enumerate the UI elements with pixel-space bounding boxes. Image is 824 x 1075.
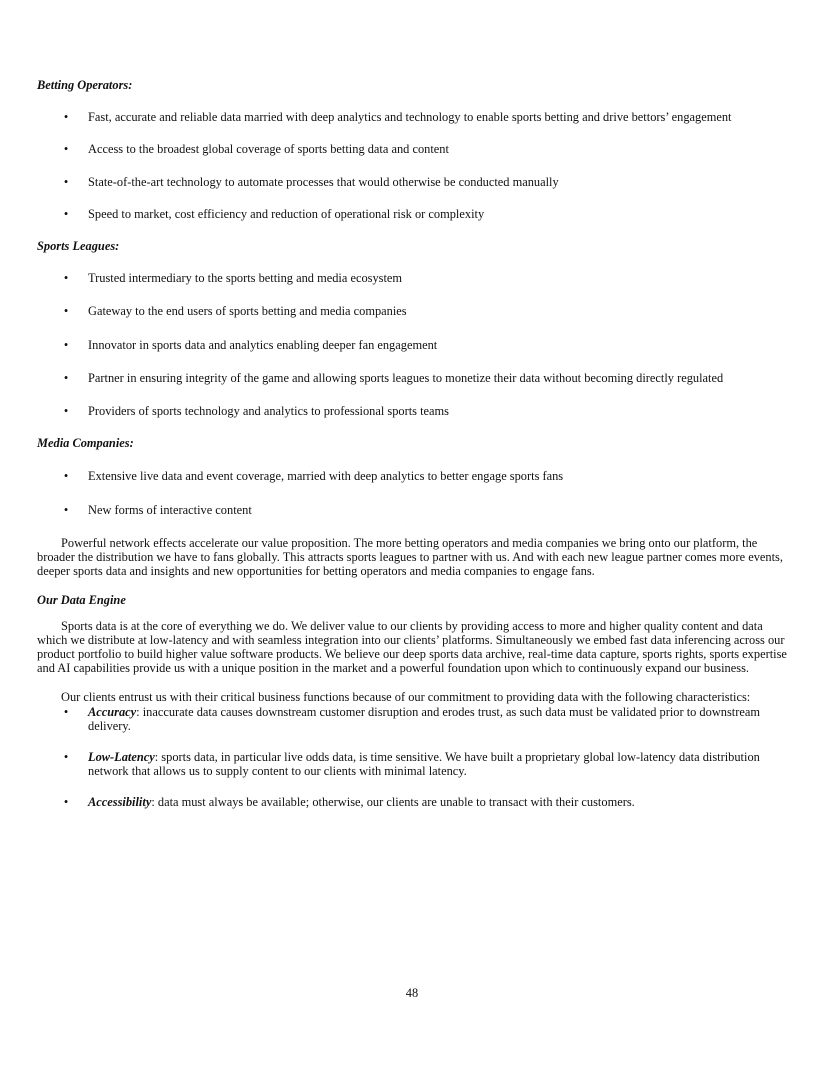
characteristic-term: Accuracy	[88, 704, 137, 719]
list-item: • State-of-the-art technology to automate processes that would otherwise be conducted manually	[37, 175, 789, 189]
list-item: • Trusted intermediary to the sports betting and media ecosystem	[37, 271, 789, 285]
characteristic-term: Low-Latency	[88, 750, 155, 765]
list-item: • Partner in ensuring integrity of the game and allowing sports leagues to monetize their data without becoming directly regulated	[37, 371, 789, 385]
list-item: • Low-Latency: sports data, in particular live odds data, is time sensitive. We have built a proprietary global low-latency data distribution network that allows us to supply content to our clients with minimal latency.	[37, 750, 789, 778]
bullet-icon: •	[63, 337, 69, 352]
list-item: • Providers of sports technology and analytics to professional sports teams	[37, 404, 789, 418]
bullet-icon: •	[63, 469, 69, 484]
bullet-icon: •	[63, 206, 69, 221]
characteristics-list	[37, 705, 789, 810]
document-page	[37, 78, 789, 810]
data-engine-paragraph: Sports data is at the core of everything we do. We deliver value to our clients by providing access to more and higher quality content and data which we distribute at low-latency and with seamless integration into our clients’ platforms. Simultaneously we embed fast data inferencing across our product portfolio to build higher value software products. We believe our deep sports data archive, real-time data capture, sports rights, sports expertise and AI capabilities provide us with a unique position in the market and a powerful foundation upon which to continuously expand our business.	[37, 618, 787, 676]
bullet-icon: •	[63, 750, 69, 765]
section-heading-betting-operators: Betting Operators:	[37, 78, 133, 92]
list-item: • Speed to market, cost efficiency and reduction of operational risk or complexity	[37, 207, 789, 221]
bullet-icon: •	[63, 304, 69, 319]
bullet-icon: •	[63, 370, 69, 385]
section-heading-media-companies: Media Companies:	[37, 436, 134, 451]
network-effects-paragraph: Powerful network effects accelerate our value proposition. The more betting operators and media companies we bring onto our platform, the broader the distribution we have to fans globally. This attracts sports leagues to partner with us. And with each new league partner comes more events, deeper sports data and insights and new opportunities for betting operators and media companies to engage fans.	[37, 535, 783, 579]
list-item: • Gateway to the end users of sports betting and media companies	[37, 304, 789, 318]
betting-operators-list	[37, 110, 789, 221]
bullet-icon: •	[63, 142, 69, 157]
media-companies-list	[37, 469, 789, 516]
bullet-icon: •	[63, 704, 69, 719]
list-item: • New forms of interactive content	[37, 503, 789, 517]
bullet-icon: •	[63, 174, 69, 189]
list-item: • Access to the broadest global coverage of sports betting data and content	[37, 142, 789, 156]
bullet-icon: •	[63, 110, 69, 125]
sports-leagues-list	[37, 271, 789, 418]
characteristic-term: Accessibility	[88, 795, 152, 810]
list-item: • Accessibility: data must always be available; otherwise, our clients are unable to transact with their customers.	[37, 795, 789, 809]
bullet-icon: •	[63, 404, 69, 419]
bullet-icon: •	[63, 795, 69, 810]
bullet-icon: •	[63, 502, 69, 517]
list-item: • Innovator in sports data and analytics enabling deeper fan engagement	[37, 338, 789, 352]
section-heading-sports-leagues: Sports Leagues:	[37, 239, 120, 254]
section-heading-data-engine: Our Data Engine	[37, 593, 126, 608]
bullet-icon: •	[63, 271, 69, 286]
list-item: • Fast, accurate and reliable data married with deep analytics and technology to enable sports betting and drive bettors’ engagement	[37, 110, 789, 124]
list-item: • Extensive live data and event coverage, married with deep analytics to better engage sports fans	[37, 469, 789, 483]
page-number: 48	[405, 986, 419, 1000]
clients-paragraph: Our clients entrust us with their critical business functions because of our commitment to providing data with the following characteristics:	[61, 690, 751, 705]
list-item: • Accuracy: inaccurate data causes downstream customer disruption and erodes trust, as such data must be validated prior to downstream delivery.	[37, 705, 789, 733]
